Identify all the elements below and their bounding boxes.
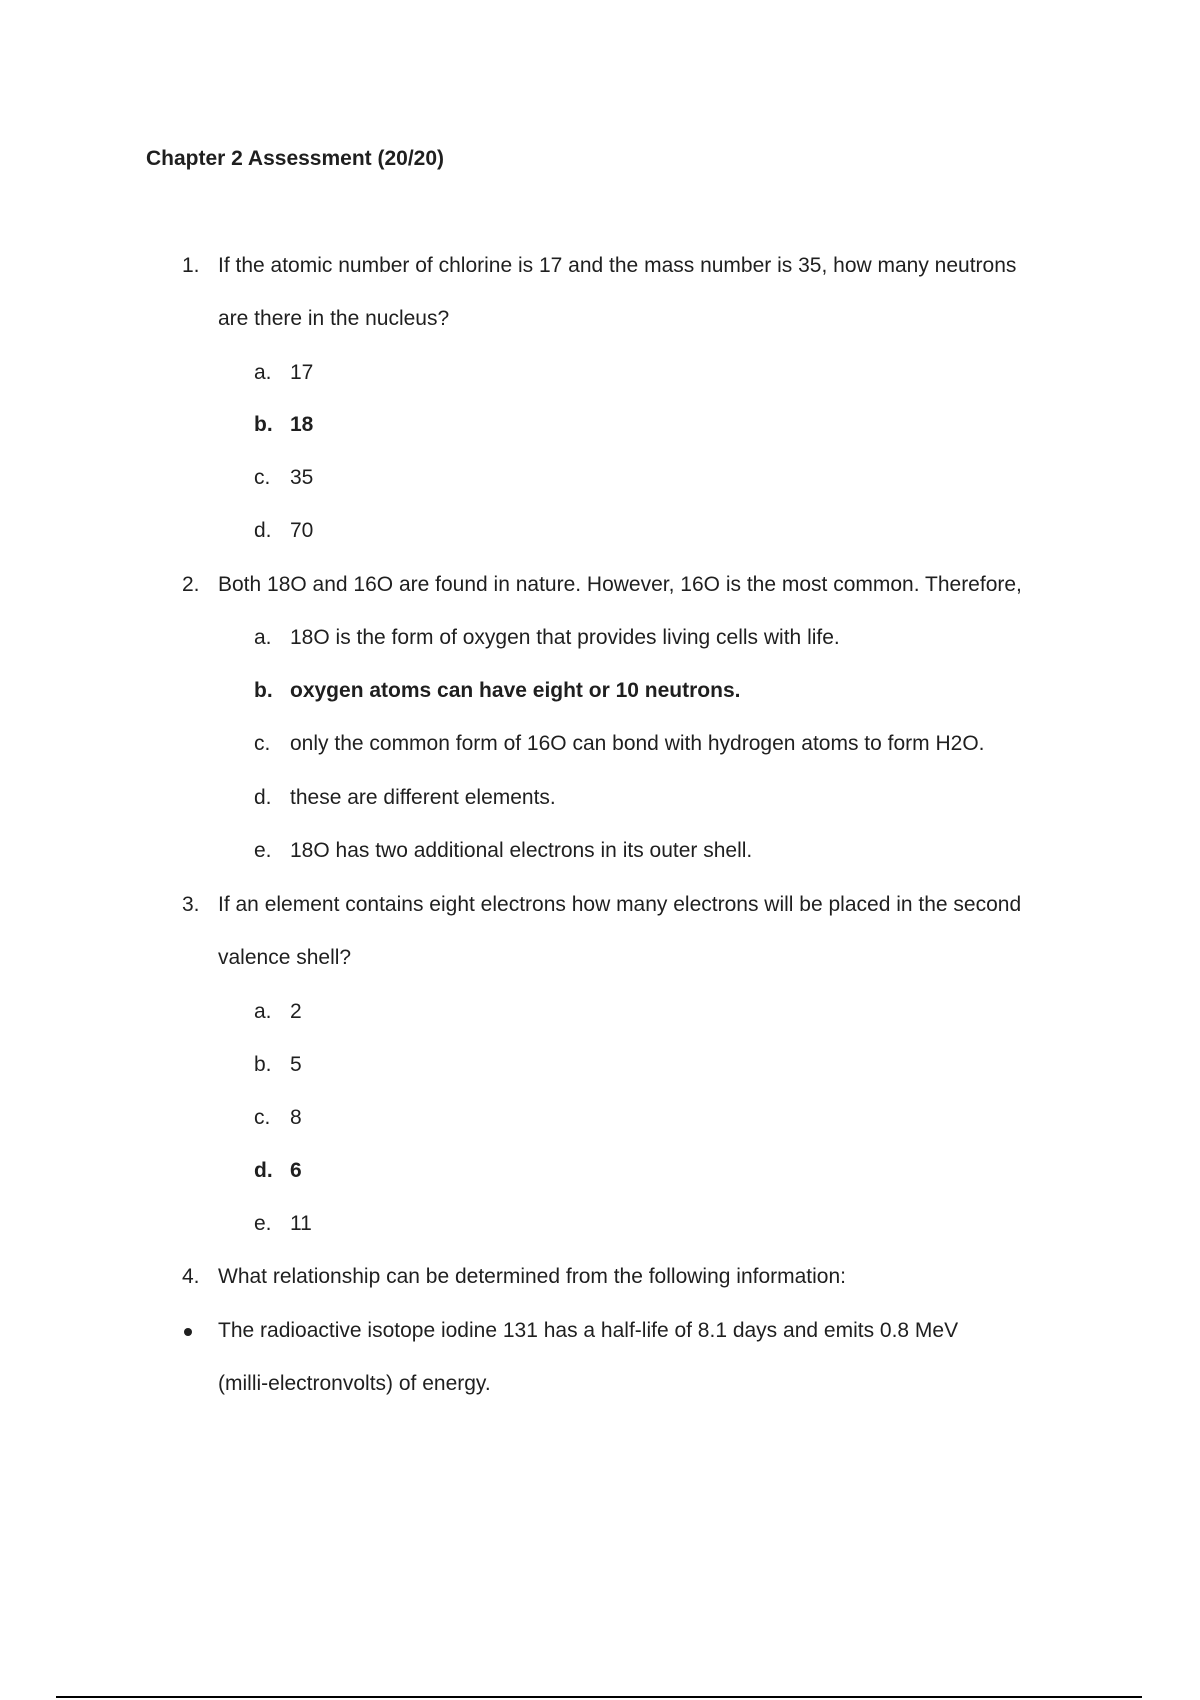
bullet-text-line-1: The radioactive isotope iodine 131 has a half-life of 8.1 days and emits 0.8 MeV (218, 1319, 959, 1342)
bullet-icon (184, 1328, 192, 1336)
option-letter-correct: b. (254, 679, 273, 702)
question-text-line-1: If the atomic number of chlorine is 17 and the mass number is 35, how many neutrons (218, 254, 1017, 277)
option-text: these are different elements. (290, 786, 556, 809)
option-letter: c. (254, 466, 271, 489)
question-text-line-1: If an element contains eight electrons how many electrons will be placed in the second (218, 893, 1022, 916)
option-text: only the common form of 16O can bond with hydrogen atoms to form H2O. (290, 732, 985, 755)
bullet-text-line-2: (milli-electronvolts) of energy. (218, 1372, 491, 1395)
option-letter: c. (254, 732, 271, 755)
option-text-correct: 18 (290, 413, 314, 436)
option-text: 18O is the form of oxygen that provides living cells with life. (290, 626, 840, 649)
option-letter: d. (254, 786, 272, 809)
question-number: 2. (182, 573, 200, 596)
option-letter: e. (254, 1212, 272, 1235)
option-text: 8 (290, 1106, 302, 1129)
question-text-line-2: are there in the nucleus? (218, 307, 450, 330)
question-text-line-2: valence shell? (218, 946, 352, 969)
option-letter: a. (254, 626, 272, 649)
option-letter: a. (254, 1000, 272, 1023)
option-text: 2 (290, 1000, 302, 1023)
option-text: 5 (290, 1053, 302, 1076)
question-text-line-1: What relationship can be determined from the following information: (218, 1265, 846, 1288)
question-number: 3. (182, 893, 200, 916)
question-text-line-1: Both 18O and 16O are found in nature. However, 16O is the most common. Therefore, (218, 573, 1022, 596)
option-letter: b. (254, 1053, 272, 1076)
option-text: 18O has two additional electrons in its outer shell. (290, 839, 753, 862)
page-bottom-rule (56, 1696, 1142, 1698)
option-text-correct: oxygen atoms can have eight or 10 neutrons. (290, 679, 741, 702)
option-text-correct: 6 (290, 1159, 302, 1182)
option-text: 11 (290, 1212, 312, 1235)
option-letter: d. (254, 519, 272, 542)
option-letter: c. (254, 1106, 271, 1129)
option-letter-correct: d. (254, 1159, 273, 1182)
question-number: 4. (182, 1265, 200, 1288)
option-letter: e. (254, 839, 272, 862)
option-text: 70 (290, 519, 314, 542)
option-text: 17 (290, 361, 314, 384)
option-text: 35 (290, 466, 314, 489)
question-number: 1. (182, 254, 200, 277)
page-title: Chapter 2 Assessment (20/20) (146, 147, 445, 170)
option-letter: a. (254, 361, 272, 384)
option-letter-correct: b. (254, 413, 273, 436)
